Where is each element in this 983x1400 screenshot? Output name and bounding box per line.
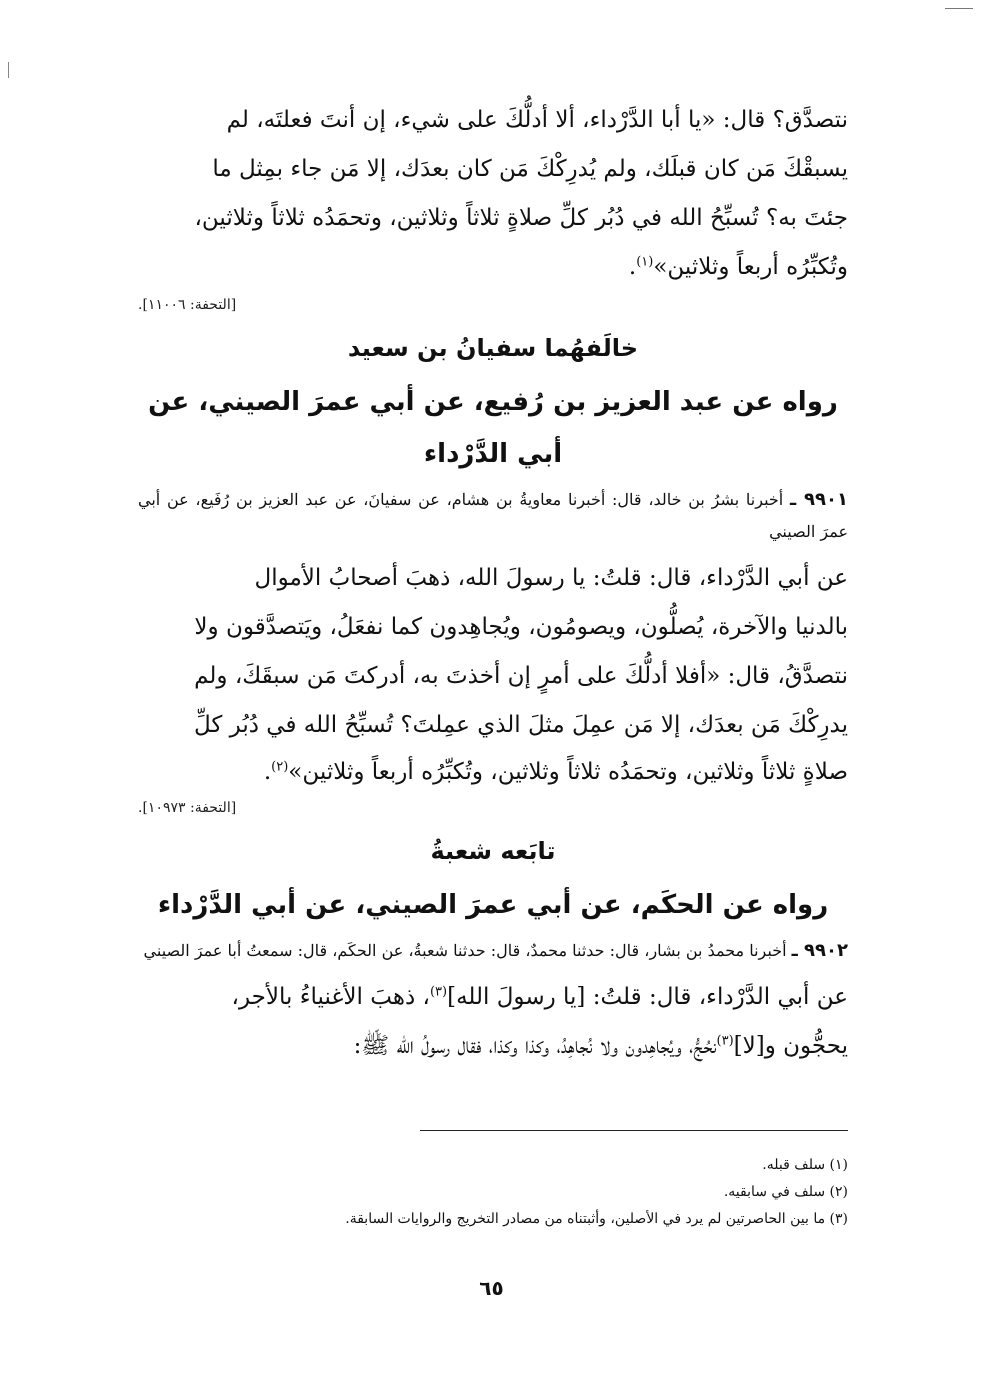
text-fragment: يحجُّون و[لا] [733, 1033, 848, 1059]
hadith-number: ٩٩٠١ ـ [789, 489, 848, 510]
text-fragment: نحُجُّ، ويُجاهِدون ولا نُجاهِدُ، وكذا وكذا، فقال رسولُ الله ﷺ: [353, 1033, 717, 1059]
text-fragment: ، ذهبَ الأغنياءُ بالأجر، [231, 984, 430, 1010]
section-heading: تابَعه شعبةُ [430, 837, 556, 865]
scan-edge-mark [945, 8, 973, 9]
text-line: يدرِكْكَ مَن بعدَك، إلا مَن عمِلَ مثلَ الذي عمِلتَ؟ تُسبِّحُ الله في دُبُر كلِّ [193, 712, 848, 738]
text-line: نتصدَّق؟ قال: «يا أبا الدَّرْداء، ألا أدلُّكَ على شيء، إن أنتَ فعلتَه، لم [226, 107, 848, 133]
text-line: بالدنيا والآخرة، يُصلُّون، ويصومُون، ويُجاهِدون كما نفعَلُ، ويَتصدَّقون ولا [194, 614, 848, 640]
scan-edge-mark-left [8, 62, 9, 78]
footnotes [138, 1152, 848, 1233]
text-line: يسبقْكَ مَن كان قبلَك، ولم يُدرِكْكَ مَن كان بعدَك، إلا مَن جاء بمِثل ما [212, 156, 848, 182]
text-fragment: صلاةٍ ثلاثاً وثلاثين، وتحمَدُه ثلاثاً وثلاثين، وتُكبِّرُه أربعاً وثلاثين» [288, 759, 848, 785]
footnote: (١) سلف قبله. [762, 1157, 848, 1173]
footnote-ref-1[interactable]: (١) [636, 254, 654, 270]
text-line: عن أبي الدَّرْداء، قال: قلتُ: يا رسولَ الله، ذهبَ أصحابُ الأموال [254, 565, 848, 591]
footnote: (٣) ما بين الحاصرتين لم يرد في الأصلين، وأثبتناه من مصادر التخريج والروايات السابقة. [345, 1211, 848, 1227]
footnote-ref-3[interactable]: (٣) [716, 1033, 734, 1049]
footnote-separator [420, 1130, 848, 1131]
text-line [138, 973, 848, 1022]
text-line: نتصدَّقُ، قال: «أفلا أدلُّكَ على أمرٍ إن أخذتَ به، أدركتَ مَن سبقَكَ، ولم [194, 663, 848, 689]
text-line [138, 243, 848, 292]
hadith-isnad [138, 484, 848, 548]
isnad-text: أخبرنا محمدُ بن بشار، قال: حدثنا محمدٌ، قال: حدثنا شعبةُ، عن الحكَم، قال: سمعتُ أبا عمرَ الصيني [143, 941, 787, 960]
chain-heading: رواه عن عبد العزيز بن رُفيع، عن أبي عمرَ الصيني، عن أبي الدَّرْداء [148, 387, 838, 469]
footnote-ref-2[interactable]: (٢) [271, 759, 289, 775]
hadith-number: ٩٩٠٢ ـ [791, 940, 848, 961]
footnote: (٢) سلف في سابقيه. [723, 1184, 848, 1200]
text-line [138, 750, 848, 795]
text-fragment: . [628, 254, 637, 280]
main-text [138, 96, 848, 1071]
text-fragment: وتُكبِّرُه أربعاً وثلاثين» [653, 254, 848, 280]
tuhfa-reference: [التحفة: ١١٠٠٦]. [138, 297, 237, 313]
chain-heading: رواه عن الحكَم، عن أبي عمرَ الصيني، عن أبي الدَّرْداء [157, 890, 829, 920]
text-line [138, 1022, 848, 1071]
text-line: جئتَ به؟ تُسبِّحُ الله في دُبُر كلِّ صلاةٍ ثلاثاً وثلاثين، وتحمَدُه ثلاثاً وثلاثين، [194, 205, 848, 231]
text-fragment: . [263, 759, 272, 785]
hadith-isnad [138, 935, 848, 967]
text-fragment: عن أبي الدَّرْداء، قال: قلتُ: [يا رسولَ الله] [447, 984, 848, 1010]
footnote-ref-3[interactable]: (٣) [429, 984, 448, 1000]
tuhfa-reference: [التحفة: ١٠٩٧٣]. [138, 800, 237, 816]
isnad-text: أخبرنا بشرُ بن خالد، قال: أخبرنا معاويةُ بن هشام، عن سفيانَ، عن عبد العزيز بن رُفَيع، عن أبي عمرَ الصيني [138, 490, 848, 541]
section-heading: خالَفهُما سفيانُ بن سعيد [347, 334, 639, 362]
page-number: ٦٥ [479, 1276, 504, 1300]
